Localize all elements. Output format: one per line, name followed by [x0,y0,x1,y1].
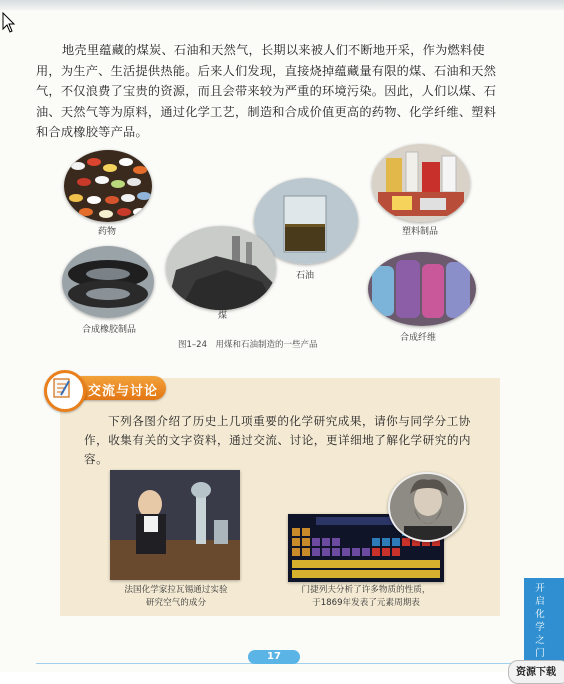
mendeleev-caption-line-2: 于1869年发表了元素周期表 [312,598,420,608]
lavoisier-painting [110,470,240,580]
mendeleev-caption-line-1: 门捷列夫分析了许多物质的性质， [301,585,431,595]
mouse-cursor-icon [2,12,16,34]
resource-download-label[interactable]: 资源下载 [516,667,556,678]
plastic-photo [372,144,470,222]
discussion-text: 下列各图介绍了历史上几项重要的化学研究成果，请你与同学分工协作，收集有关的文字资料，通过交流、讨论，更详细地了解化学研究的内容。 [84,414,472,466]
top-scan-strip [0,0,564,10]
rubber-photo [62,246,154,318]
page-number: 17 [267,651,281,662]
mendeleev-caption [278,584,454,610]
discussion-notepad-icon [44,370,86,412]
mendeleev-portrait [388,472,466,542]
coal-photo [166,226,276,310]
lavoisier-caption-line-1: 法国化学家拉瓦锡通过实验 [124,585,228,595]
lavoisier-caption-line-2: 研究空气的成分 [145,598,207,608]
caption-oil: 石油 [296,271,315,281]
caption-fiber: 合成纤维 [400,333,437,343]
discussion-title: 交流与讨论 [88,384,159,399]
lavoisier-caption [104,584,248,610]
medicine-photo [64,150,152,222]
fiber-photo [368,252,476,326]
intro-paragraph: 地壳里蕴藏的煤炭、石油和天然气，长期以来被人们不断地开采，作为燃料使用，为生产、生活提供热能。后来人们发现，直接烧掉蕴藏量有限的煤、石油和天然气，不仅浪费了宝贵的资源，而且会带来较为严重的环境污染。因此，人们以煤、石油、天然气等为原料，通过化学工艺，制造和合成价值更高的药物、化学纤维、塑料和合成橡胶等产品。 [36,43,497,139]
caption-medicine: 药物 [98,227,117,237]
caption-coal: 煤 [218,311,228,321]
chapter-side-title: 开启化学之门 [535,583,545,659]
figure-caption: 图1–24 用煤和石油制造的一些产品 [178,340,318,350]
caption-plastic: 塑料制品 [402,227,439,237]
caption-rubber: 合成橡胶制品 [82,325,137,335]
